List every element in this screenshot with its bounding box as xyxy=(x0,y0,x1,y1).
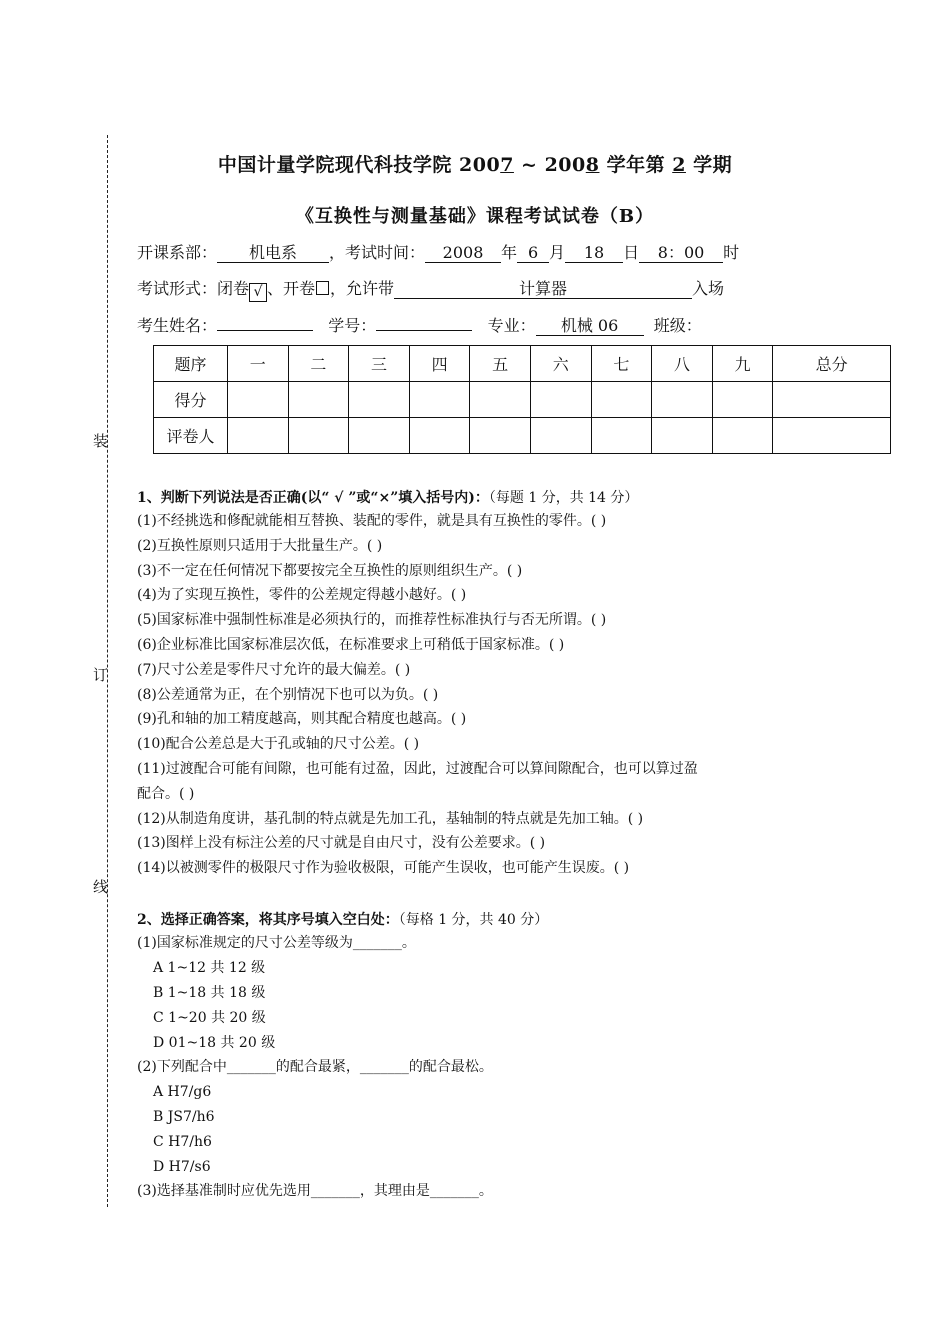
grader-cell xyxy=(228,418,289,454)
judge-item: (9)孔和轴的加工精度越高，则其配合精度也越高。( ) xyxy=(137,711,467,727)
term-suffix: 学期 xyxy=(685,154,733,176)
score-cell xyxy=(470,382,531,418)
time-label: ，考试时间： xyxy=(329,243,426,262)
q1-prefix: (1)国家标准规定的尺寸公差等级为 xyxy=(137,935,353,951)
binding-char-xian: 线 xyxy=(93,878,109,896)
exam-subtitle: 《互换性与测量基础》课程考试试卷（B） xyxy=(295,206,655,227)
q3-mid: ，其理由是 xyxy=(359,1183,430,1199)
judge-item: (4)为了实现互换性，零件的公差规定得越小越好。( ) xyxy=(137,587,467,603)
judge-item: (8)公差通常为正，在个别情况下也可以为负。( ) xyxy=(137,687,439,703)
grader-cell xyxy=(591,418,652,454)
judge-item: (5)国家标准中强制性标准是必须执行的，而推荐性标准执行与否无所谓。( ) xyxy=(137,612,607,628)
section2-note: （每格 1 分，共 40 分） xyxy=(398,912,549,928)
score-cell xyxy=(349,382,410,418)
col-9: 九 xyxy=(712,346,773,382)
section2-heading xyxy=(137,909,548,929)
col-5: 五 xyxy=(470,346,531,382)
day-unit: 日 xyxy=(623,243,640,262)
grader-cell xyxy=(349,418,410,454)
judge-item: (12)从制造角度讲，基孔制的特点就是先加工孔，基轴制的特点就是先加工轴。( ) xyxy=(137,811,644,827)
q1-suffix: 。 xyxy=(401,935,416,951)
col-1: 一 xyxy=(228,346,289,382)
col-2: 二 xyxy=(288,346,349,382)
judge-item: (14)以被测零件的极限尺寸作为验收极限，可能产生误收，也可能产生误废。( ) xyxy=(137,860,630,876)
class-label: 班级： xyxy=(653,316,702,335)
section1-heading xyxy=(137,487,638,507)
title-tilde: ~ 200 xyxy=(513,154,586,176)
score-cell xyxy=(288,382,349,418)
grader-cell xyxy=(712,418,773,454)
grader-cell xyxy=(652,418,713,454)
q1-blank: _______ xyxy=(352,935,402,951)
exam-year: 2008 xyxy=(425,244,501,263)
col-8: 八 xyxy=(652,346,713,382)
col-7: 七 xyxy=(591,346,652,382)
term-text: 学年第 xyxy=(599,154,673,176)
grader-cell xyxy=(409,418,470,454)
section2-title: 2、选择正确答案，将其序号填入空白处： xyxy=(137,912,399,928)
col-6: 六 xyxy=(530,346,591,382)
allow-label: ，允许带 xyxy=(330,279,395,298)
score-cell xyxy=(228,382,289,418)
open-label: 、开卷 xyxy=(267,279,316,298)
col-total: 总分 xyxy=(773,346,891,382)
q2-blank1: _______ xyxy=(226,1059,276,1075)
grader-cell xyxy=(773,418,891,454)
binding-char-zhuang: 装 xyxy=(93,432,109,450)
major-label: 专业： xyxy=(487,316,536,335)
judge-item: (11)过渡配合可能有间隙，也可能有过盈，因此，过渡配合可以算间隙配合，也可以算过盈 xyxy=(137,761,698,777)
score-cell xyxy=(409,382,470,418)
judge-item: (2)互换性原则只适用于大批量生产。( ) xyxy=(137,538,383,554)
name-blank xyxy=(217,330,313,331)
choice-q1 xyxy=(137,934,416,952)
score-cell xyxy=(652,382,713,418)
closed-book-checkbox: √ xyxy=(249,283,267,302)
form-label: 考试形式：闭卷 xyxy=(137,279,250,298)
exam-title xyxy=(0,150,950,177)
q2-option-a: A H7/g6 xyxy=(153,1084,212,1100)
judge-item: (7)尺寸公差是零件尺寸允许的最大偏差。( ) xyxy=(137,662,411,678)
section1-title: 1、判断下列说法是否正确(以“ √ ”或“×”填入括号内)： xyxy=(137,490,489,506)
score-table-grader-row xyxy=(154,418,891,454)
score-cell xyxy=(591,382,652,418)
q1-option-d: D 01~18 共 20 级 xyxy=(153,1035,276,1051)
score-table xyxy=(153,345,891,454)
grader-cell xyxy=(530,418,591,454)
title-prefix: 中国计量学院现代科技学院 200 xyxy=(217,154,501,176)
section1-note: （每题 1 分，共 14 分） xyxy=(488,490,639,506)
info-line-dept-time xyxy=(137,240,739,263)
q1-option-b: B 1~18 共 18 级 xyxy=(153,985,266,1001)
id-blank xyxy=(376,330,472,331)
col-3: 三 xyxy=(349,346,410,382)
choice-q3 xyxy=(137,1182,493,1200)
q1-option-a: A 1~12 共 12 级 xyxy=(153,960,266,976)
q2-option-d: D H7/s6 xyxy=(153,1159,211,1175)
judge-item: (13)图样上没有标注公差的尺寸就是自由尺寸，没有公差要求。( ) xyxy=(137,835,546,851)
open-book-checkbox xyxy=(316,281,329,295)
row-header-grader: 评卷人 xyxy=(154,418,228,454)
binding-char-ding: 订 xyxy=(93,666,109,684)
score-cell xyxy=(530,382,591,418)
exam-hour: 8：00 xyxy=(639,244,723,263)
judge-item: (3)不一定在任何情况下都要按完全互换性的原则组织生产。( ) xyxy=(137,563,523,579)
year2-digit: 8 xyxy=(585,154,600,176)
choice-q2 xyxy=(137,1058,493,1076)
col-4: 四 xyxy=(409,346,470,382)
row-header-score: 得分 xyxy=(154,382,228,418)
judge-item: (10)配合公差总是大于孔或轴的尺寸公差。( ) xyxy=(137,736,420,752)
dept-label: 开课系部： xyxy=(137,243,218,262)
q1-option-c: C 1~20 共 20 级 xyxy=(153,1010,266,1026)
q2-option-b: B JS7/h6 xyxy=(153,1109,215,1125)
info-line-exam-form xyxy=(137,276,724,302)
q2-suffix: 的配合最松。 xyxy=(408,1059,493,1075)
score-cell xyxy=(773,382,891,418)
month-unit: 月 xyxy=(549,243,566,262)
score-cell xyxy=(712,382,773,418)
judge-item: (6)企业标准比国家标准层次低，在标准要求上可稍低于国家标准。( ) xyxy=(137,637,565,653)
q3-suffix: 。 xyxy=(478,1183,493,1199)
year-unit: 年 xyxy=(501,243,518,262)
score-table-header-row xyxy=(154,346,891,382)
q2-prefix: (2)下列配合中 xyxy=(137,1059,227,1075)
judge-item: (1)不经挑选和修配就能相互替换、装配的零件，就是具有互换性的零件。( ) xyxy=(137,513,607,529)
major-value: 机械 06 xyxy=(536,317,644,336)
q3-prefix: (3)选择基准制时应优先选用 xyxy=(137,1183,311,1199)
grader-cell xyxy=(288,418,349,454)
id-label: 学号： xyxy=(328,316,377,335)
year1-digit: 7 xyxy=(500,154,514,176)
score-table-score-row xyxy=(154,382,891,418)
q2-option-c: C H7/h6 xyxy=(153,1134,212,1150)
q3-blank1: _______ xyxy=(310,1183,360,1199)
dept-value: 机电系 xyxy=(217,244,329,263)
hour-unit: 时 xyxy=(723,243,740,262)
info-line-student xyxy=(137,313,702,336)
grader-cell xyxy=(470,418,531,454)
row-header-order: 题序 xyxy=(154,346,228,382)
term-number: 2 xyxy=(672,154,686,176)
judge-item-cont: 配合。( ) xyxy=(137,786,195,802)
q2-blank2: _______ xyxy=(359,1059,409,1075)
exam-day: 18 xyxy=(565,244,623,263)
exam-month: 6 xyxy=(517,244,549,263)
allowed-item: 计算器 xyxy=(394,280,692,299)
q3-blank2: _______ xyxy=(429,1183,479,1199)
q2-mid: 的配合最紧， xyxy=(275,1059,360,1075)
enter-label: 入场 xyxy=(692,279,725,298)
name-label: 考生姓名： xyxy=(137,316,218,335)
